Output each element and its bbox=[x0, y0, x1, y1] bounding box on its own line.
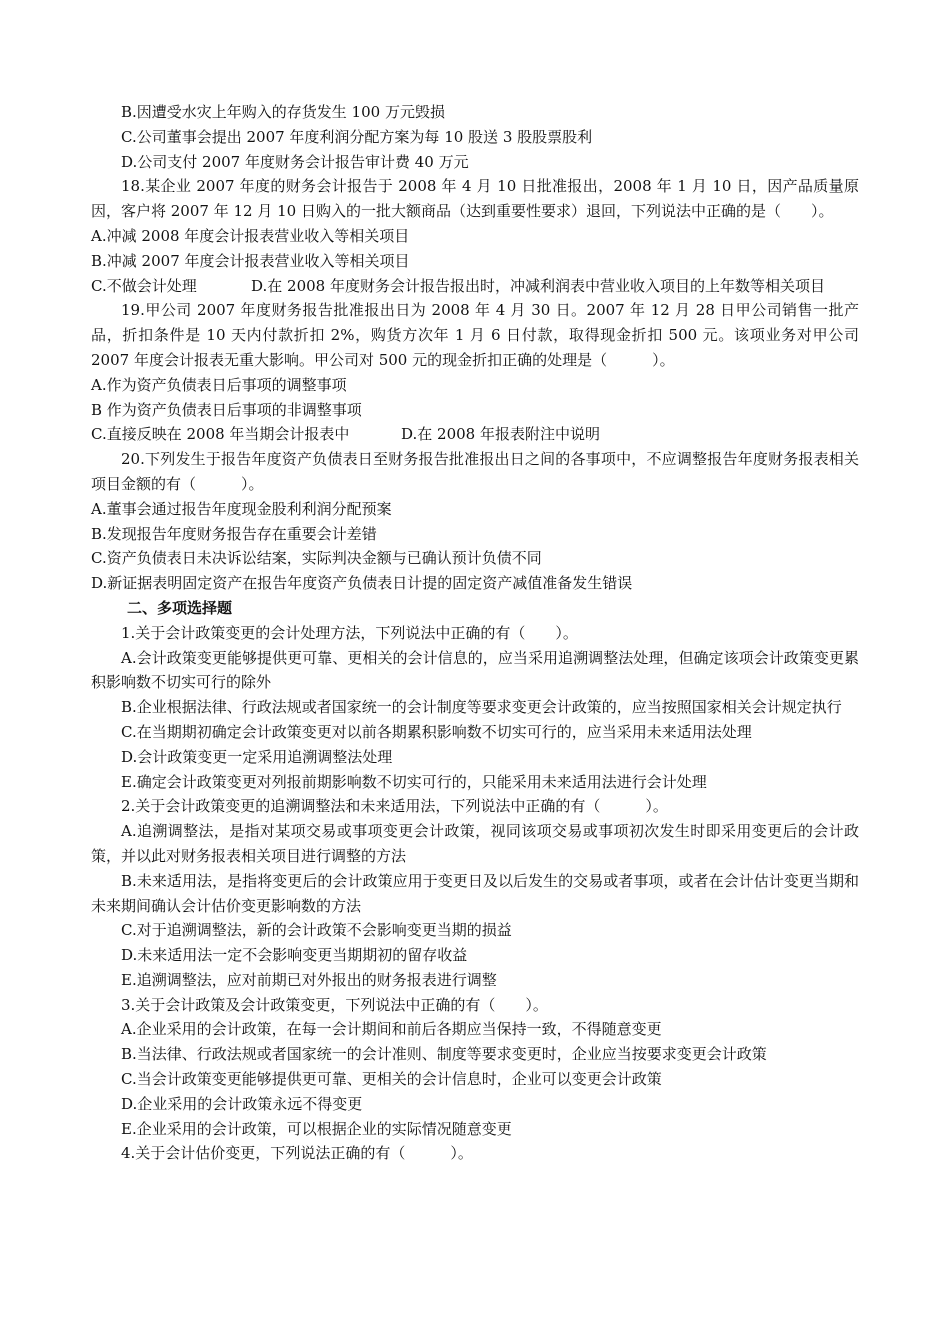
question-20-option-c: C.资产负债表日未决诉讼结案，实际判决金额与已确认预计负债不同 bbox=[91, 549, 542, 568]
multi-question-2-option-d: D.未来适用法一定不会影响变更当期期初的留存收益 bbox=[121, 946, 468, 965]
document-page bbox=[91, 100, 859, 1166]
multi-question-4: 4.关于会计估价变更，下列说法正确的有（ ）。 bbox=[121, 1144, 473, 1163]
multi-question-3-option-e: E.企业采用的会计政策，可以根据企业的实际情况随意变更 bbox=[121, 1119, 512, 1138]
question-19-options-cd bbox=[91, 422, 859, 447]
multi-question-1: 1.关于会计政策变更的会计处理方法，下列说法中正确的有（ ）。 bbox=[121, 623, 578, 642]
option-b-water-damage: B.因遭受水灾上年购入的存货发生 100 万元毁损 bbox=[121, 103, 445, 121]
option-d-audit-fee: D.公司支付 2007 年度财务会计报告审计费 40 万元 bbox=[121, 152, 469, 171]
multi-question-2-option-e: E.追溯调整法，应对前期已对外报出的财务报表进行调整 bbox=[121, 970, 497, 989]
question-18-option-d: D.在 2008 年度财务会计报告报出时，冲减利润表中营业收入项目的上年数等相关项目 bbox=[251, 276, 825, 295]
multi-question-3-option-a: A.企业采用的会计政策，在每一会计期间和前后各期应当保持一致，不得随意变更 bbox=[121, 1020, 662, 1039]
question-19-option-b: B 作为资产负债表日后事项的非调整事项 bbox=[91, 400, 362, 419]
multi-question-1-option-e: E.确定会计政策变更对列报前期影响数不切实可行的，只能采用未来适用法进行会计处理 bbox=[121, 772, 707, 791]
multi-question-3-option-c: C.当会计政策变更能够提供更可靠、更相关的会计信息时，企业可以变更会计政策 bbox=[121, 1070, 662, 1089]
question-18-option-a: A.冲减 2008 年度会计报表营业收入等相关项目 bbox=[91, 226, 410, 245]
multi-question-2-option-b: B.未来适用法，是指将变更后的会计政策应用于变更日及以后发生的交易或者事项，或者在会计估计变更当期和未来期间确认会计估价变更影响数的方法 bbox=[91, 871, 859, 915]
question-20-option-a: A.董事会通过报告年度现金股利利润分配预案 bbox=[91, 499, 392, 518]
question-20-option-b: B.发现报告年度财务报告存在重要会计差错 bbox=[91, 524, 377, 543]
question-19-option-a: A.作为资产负债表日后事项的调整事项 bbox=[91, 375, 347, 394]
multi-question-1-option-a: A.会计政策变更能够提供更可靠、更相关的会计信息的，应当采用追溯调整法处理，但确定该项会计政策变更累积影响数不切实可行的除外 bbox=[91, 648, 859, 692]
multi-question-3: 3.关于会计政策及会计政策变更，下列说法中正确的有（ ）。 bbox=[121, 995, 548, 1014]
option-c-stock-dividend: C.公司董事会提出 2007 年度利润分配方案为每 10 股送 3 股股票股利 bbox=[121, 127, 593, 146]
multi-question-2-option-a: A.追溯调整法，是指对某项交易或事项变更会计政策，视同该项交易或事项初次发生时即采用变更后的会计政策，并以此对财务报表相关项目进行调整的方法 bbox=[91, 822, 859, 865]
multi-question-2-option-c: C.对于追溯调整法，新的会计政策不会影响变更当期的损益 bbox=[121, 921, 512, 940]
question-19-option-d: D.在 2008 年报表附注中说明 bbox=[401, 425, 600, 444]
question-18-option-c: C.不做会计处理 bbox=[91, 276, 197, 295]
question-18-options-cd bbox=[91, 274, 859, 299]
multi-question-3-option-b: B.当法律、行政法规或者国家统一的会计准则、制度等要求变更时，企业应当按要求变更会计政策 bbox=[121, 1045, 767, 1064]
multi-question-2: 2.关于会计政策变更的追溯调整法和未来适用法，下列说法中正确的有（ ）。 bbox=[121, 797, 668, 816]
section-heading-multiple-choice: 二、多项选择题 bbox=[127, 598, 233, 617]
multi-question-1-option-b: B.企业根据法律、行政法规或者国家统一的会计制度等要求变更会计政策的，应当按照国家相关会计规定执行 bbox=[121, 698, 842, 717]
question-18-option-b: B.冲减 2007 年度会计报表营业收入等相关项目 bbox=[91, 251, 410, 270]
question-20-option-d: D.新证据表明固定资产在报告年度资产负债表日计提的固定资产减值准备发生错误 bbox=[91, 574, 633, 593]
multi-question-1-option-c: C.在当期期初确定会计政策变更对以前各期累积影响数不切实可行的，应当采用未来适用法处理 bbox=[121, 722, 752, 741]
question-19-option-c: C.直接反映在 2008 年当期会计报表中 bbox=[91, 425, 350, 444]
question-20: 20.下列发生于报告年度资产负债表日至财务报告批准报出日之间的各事项中，不应调整报告年度财务报表相关项目金额的有（ ）。 bbox=[91, 450, 859, 493]
question-19: 19.甲公司 2007 年度财务报告批准报出日为 2008 年 4 月 30 日。2007 年 12 月 28 日甲公司销售一批产品，折扣条件是 10 天内付款折扣 2%，购货方次年 1 月 6 日付款，取得现金折扣 500 元。该项业务对甲公司 2007 年度会计报表无重大影响。甲公司对 500 元的现金折扣正确的处理是（ ）。 bbox=[91, 301, 859, 369]
multi-question-1-option-d: D.会计政策变更一定采用追溯调整法处理 bbox=[121, 747, 393, 766]
question-18: 18.某企业 2007 年度的财务会计报告于 2008 年 4 月 10 日批准报出，2008 年 1 月 10 日，因产品质量原因，客户将 2007 年 12 月 10 日购入的一批大额商品（达到重要性要求）退回，下列说法中正确的是（ ）。 bbox=[91, 177, 859, 221]
multi-question-3-option-d: D.企业采用的会计政策永远不得变更 bbox=[121, 1094, 363, 1113]
